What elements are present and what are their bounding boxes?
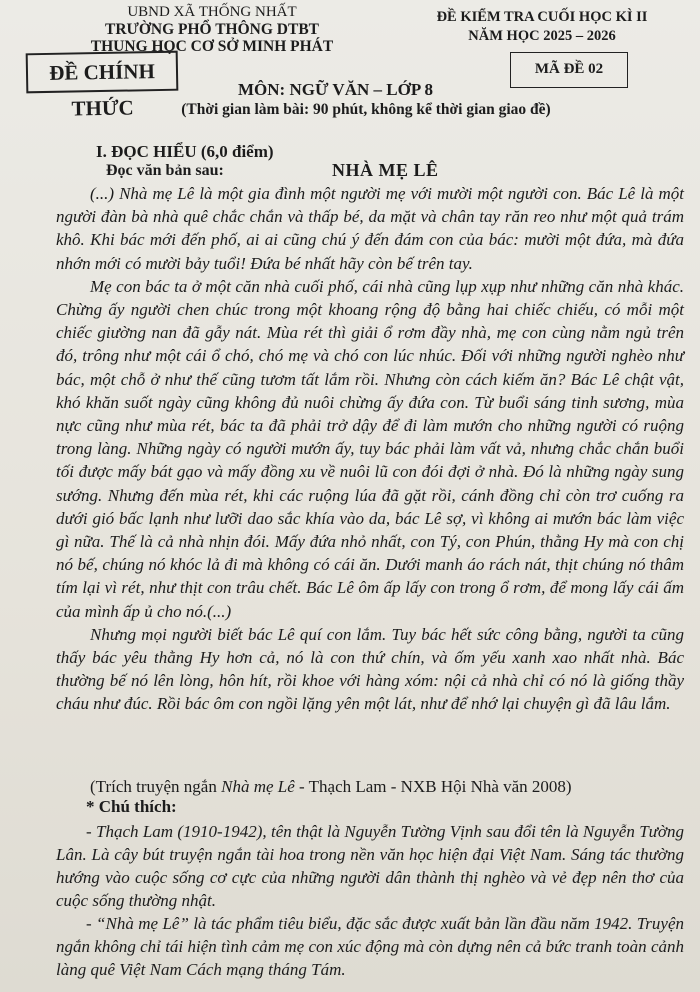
passage-paragraph: (...) Nhà mẹ Lê là một gia đình một người mẹ với mười một người con. Bác Lê là một người đàn bà nhà quê chắc chắn và thấp bé, da mặt và chân tay răn reo như một quả trám khô. Khi bác mới đến phố, ai ai cũng chú ý đến đám con của bác: mười một đứa, mà đứa nhớn mới có mười bảy tuổi! Đứa bé nhất hãy còn bế trên tay.: [56, 184, 684, 273]
exam-header: [392, 8, 692, 46]
commune-name: UBND XÃ THỐNG NHẤT: [127, 4, 297, 20]
exam-code-box: MÃ ĐỀ 02: [510, 52, 628, 88]
passage-paragraph: Nhưng mọi người biết bác Lê quí con lắm. Tuy bác hết sức công bằng, người ta cũng thấy bác yêu thằng Hy hơn cả, nó là con thứ chín, và ốm yếu xanh xao nhất nhà. Bác thường bế nó lên lòng, hôn hít, rồi khoe với hàng xóm: nội cả nhà chỉ có nó là giống thầy cháu như đúc. Rồi bác ôm con ngồi lặng yên một lát, như để nhớ lại chuyện gì đã lâu lắm.: [56, 624, 684, 714]
source-suffix: - Thạch Lam - NXB Hội Nhà văn 2008): [294, 777, 572, 796]
story-title: NHÀ MẸ LÊ: [332, 160, 439, 180]
source-citation: [90, 776, 680, 798]
official-stamp: ĐỀ CHÍNH THỨC: [26, 51, 179, 94]
passage-paragraph: Mẹ con bác ta ở một căn nhà cuối phố, cái nhà cũng lụp xụp như những căn nhà khác. Chừng ấy người chen chúc trong một khoang rộng độ bằng hai chiếc chiếu, có mỗi một chiếc giường nan đã gẫy nát. Mùa rét thì giải ổ rơm đầy nhà, mẹ con cùng nằm ngủ trên đó, trông như một cái ổ chó, chó mẹ và chó con lúc nhúc. Đối với những người nghèo như bác, một chỗ ở như thế cũng tươm tất lắm rồi. Nhưng còn cách kiếm ăn? Bác Lê chật vật, khó khăn suốt ngày cũng không đủ nuôi chừng ấy đứa con. Từ buổi sáng tinh sương, mùa nực cũng như mùa rét, bác ta đã phải trở dậy để đi làm mướn cho những người có ruộng trong làng. Những ngày có người mướn ấy, tuy bác phải làm vất vả, nhưng chắc chắn buổi tối được mấy bát gạo và mấy đồng xu về nuôi lũ con đói đợi ở nhà. Đó là những ngày sung sướng. Nhưng đến mùa rét, khi các ruộng lúa đã gặt rồi, cánh đồng chỉ còn trơ cuống ra dưới gió bấc lạnh như lưỡi dao sắc khía vào da, bác Lê sợ, vì không ai mướn bác làm việc gì nữa. Thế là cả nhà nhịn đói. Mấy đứa nhỏ nhất, con Tý, con Phún, thằng Hy mà con chị nó bế, chúng nó khóc lả đi mà không có cái ăn. Dưới manh áo rách nát, thịt chúng nó thâm tím lại vì rét, như thịt con trâu chết. Bác Lê ôm ấp lấy con trong ổ rơm, để mong lấy cái ấm của mình ấp ủ cho nó.(...): [56, 276, 684, 621]
read-instruction: Đọc văn bản sau:: [106, 162, 224, 179]
note-item: - Thạch Lam (1910-1942), tên thật là Nguyễn Tường Vịnh sau đổi tên là Nguyễn Tường Lân. Là cây bút truyện ngắn tài hoa trong nền văn học hiện đại Việt Nam. Sáng tác thường hướng vào cuộc sống cơ cực của những người dân thành thị nghèo và vẻ đẹp nên thơ của cuộc sống thường nhật.: [56, 822, 684, 910]
subject-line: MÔN: NGỮ VĂN – LỚP 8: [238, 80, 434, 99]
school-name-line2: THUNG HỌC CƠ SỞ MINH PHÁT: [90, 38, 334, 55]
school-header: [62, 4, 362, 55]
exam-title: ĐỀ KIỂM TRA CUỐI HỌC KÌ II: [436, 9, 648, 25]
note-item: - “Nhà mẹ Lê” là tác phẩm tiêu biểu, đặc sắc được xuất bản lần đầu năm 1942. Truyện ngắn không chỉ tái hiện tình cảm mẹ con xúc động mà còn dựng nên cả bức tranh toàn cảnh làng quê Việt Nam Cách mạng tháng Tám.: [56, 914, 684, 979]
notes-list: [56, 820, 684, 981]
source-work-title: Nhà mẹ Lê: [221, 777, 295, 796]
duration-line: (Thời gian làm bài: 90 phút, không kể thời gian giao đề): [181, 101, 551, 118]
school-year: NĂM HỌC 2025 – 2026: [468, 28, 616, 44]
reading-passage: [56, 182, 684, 716]
source-prefix: (Trích truyện ngắn: [90, 777, 222, 796]
school-name-line1: TRƯỜNG PHỔ THÔNG DTBT: [104, 21, 319, 38]
section-title: I. ĐỌC HIỂU (6,0 điểm): [96, 142, 274, 161]
notes-title: * Chú thích:: [86, 797, 177, 816]
